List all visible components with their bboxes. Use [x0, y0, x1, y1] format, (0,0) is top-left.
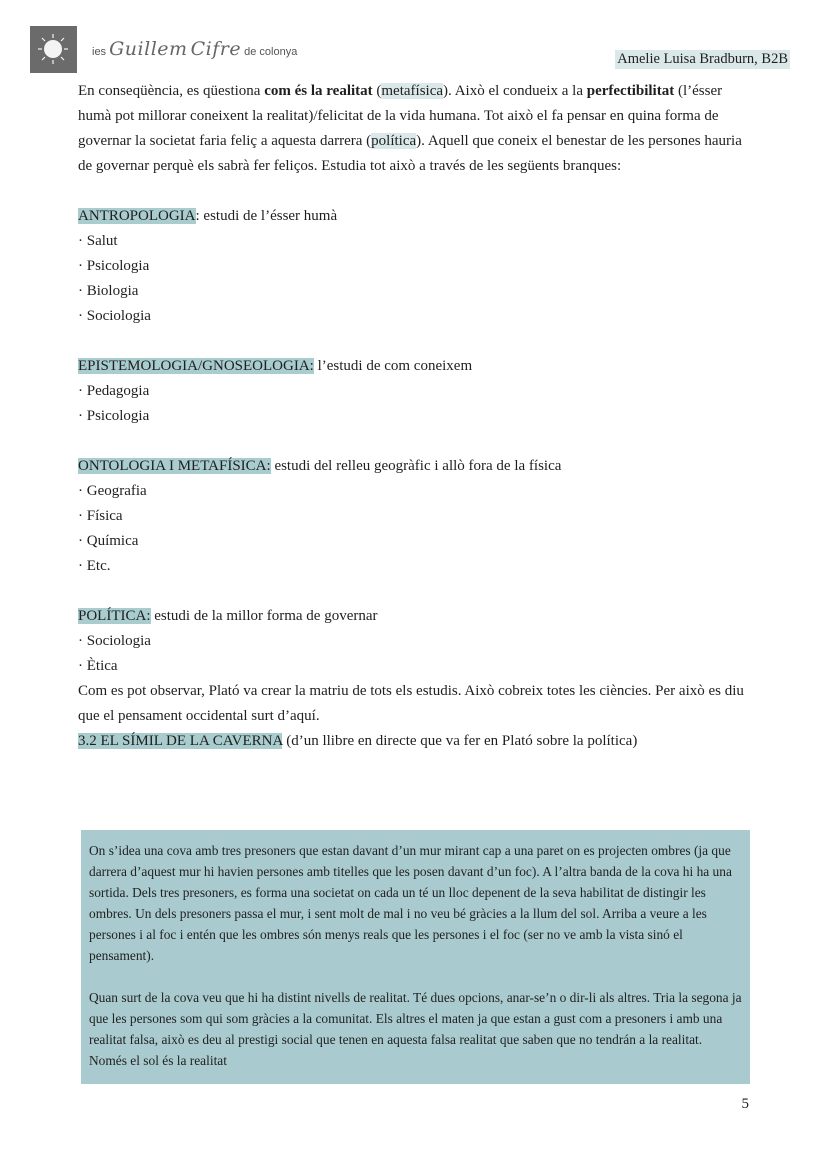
branch-heading [78, 204, 748, 229]
branch-description: estudi de la millor forma de governar [150, 608, 378, 624]
branch-title: ONTOLOGIA I METAFÍSICA: [78, 458, 271, 474]
sun-emblem-icon [30, 26, 77, 73]
intro-text: (l’ésser humà pot millorar coneixent la realitat)/felicitat de la vida humana. Tot això el fa pensar en quina forma de governar la societat faria feliç a aquesta darrera ( [78, 83, 723, 149]
list-item: · Pedagogia [78, 383, 150, 399]
intro-highlight-politica: política [371, 133, 417, 149]
branch-description: : estudi de l’ésser humà [195, 208, 338, 224]
intro-text: ( [372, 83, 382, 99]
page-number: 5 [741, 1096, 749, 1112]
box-paragraph: On s’idea una cova amb tres presoners que estan davant d’un mur mirant cap a una paret on es projecten ombres (ja que darrera d’aquest mur hi havien persones amb titelles que les posen davant d’un foc). A l’altra banda de la cova hi ha una sortida. Dels tres presoners, es forma una societat on cada un té un lloc depenent de la seva habilitat de distingir les ombres. Un dels presoners passa el mur, i sent molt de mal i no veu bé gràcies a la llum del sol. Arriba a veure a les persones i al foc i entén que les ombres són menys reals que les persones i el foc (ser no ve amb la vista sinó el pensament). [89, 843, 732, 963]
school-name [92, 38, 297, 60]
section-heading [78, 729, 748, 754]
author-label: Amelie Luisa Bradburn, B2B [617, 51, 788, 67]
branch-title: EPISTEMOLOGIA/GNOSEOLOGIA: [78, 358, 314, 374]
school-logo [30, 26, 77, 73]
branch-antropologia [78, 204, 748, 329]
list-item: · Etc. [78, 558, 111, 574]
branch-description: l’estudi de com coneixem [313, 358, 473, 374]
intro-text: ). Això el condueix a la [443, 83, 587, 99]
box-paragraph: Quan surt de la cova veu que hi ha distint nivells de realitat. Té dues opcions, anar-se’n o dir-li als altres. Tria la segona ja que les persones som qui som gràcies a la comunitat. Els altres el maten ja que estan a gust com a presoners i amb una realitat falsa, això es deu al prestigi social que tenen en aquesta falsa realitat que saben que no tendrán a la realitat. Només el sol és la realitat [89, 990, 742, 1068]
school-name-cifre: Cifre [190, 38, 242, 60]
branch-heading [78, 354, 748, 379]
document-body [78, 79, 748, 754]
branch-description: estudi del relleu geogràfic i allò fora de la física [270, 458, 562, 474]
page-header [30, 24, 790, 74]
list-item: · Física [78, 508, 123, 524]
branch-politica [78, 604, 748, 679]
branch-heading [78, 454, 748, 479]
school-prefix: ies [92, 46, 107, 58]
school-suffix: de colonya [244, 46, 298, 58]
intro-bold-realitat: com és la realitat [264, 83, 373, 99]
branch-title: POLÍTICA: [78, 608, 151, 624]
list-item: · Psicologia [78, 258, 150, 274]
list-item: · Salut [78, 233, 118, 249]
list-item: · Biologia [78, 283, 139, 299]
branch-epistemologia [78, 354, 748, 429]
list-item: · Química [78, 533, 139, 549]
cave-summary-box [81, 830, 750, 1084]
section-title: 3.2 EL SÍMIL DE LA CAVERNA [78, 733, 283, 749]
list-item: · Ètica [78, 658, 118, 674]
intro-text: ). Aquell que coneix el benestar de les persones hauria de governar perquè els sabrà fer feliços. Estudia tot això a través de les següents branques: [78, 133, 742, 174]
intro-highlight-metafisica: metafísica [381, 83, 444, 99]
branch-heading [78, 604, 748, 629]
intro-text: En conseqüència, es qüestiona [78, 83, 265, 99]
intro-bold-perfectibilitat: perfectibilitat [586, 83, 675, 99]
section-subtitle: (d’un llibre en directe que va fer en Plató sobre la política) [282, 733, 638, 749]
list-item: · Sociologia [78, 633, 151, 649]
list-item: · Psicologia [78, 408, 150, 424]
conclusion-paragraph: Com es pot observar, Plató va crear la matriu de tots els estudis. Això cobreix totes les ciències. Per això es diu que el pensament occidental surt d’aquí. [78, 683, 744, 724]
branch-ontologia [78, 454, 748, 579]
branch-title: ANTROPOLOGIA [78, 208, 196, 224]
intro-paragraph [78, 79, 748, 179]
list-item: · Geografia [78, 483, 147, 499]
school-name-guillem: Guillem [109, 38, 188, 60]
list-item: · Sociologia [78, 308, 151, 324]
